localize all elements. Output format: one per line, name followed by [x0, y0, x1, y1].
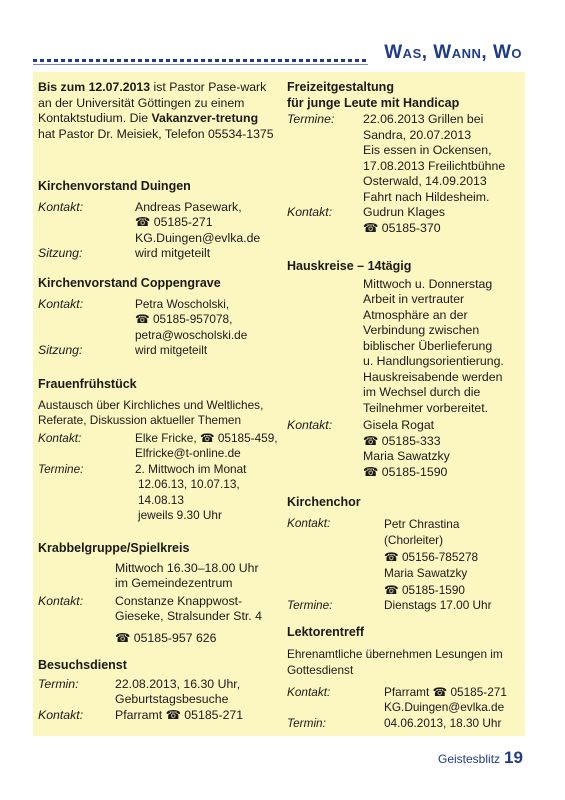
contact-line: ☎ 05185-957078,: [135, 312, 233, 326]
contact-line: Pfarramt ☎ 05185-271: [115, 707, 244, 722]
contact-line: Constanze Knappwost-: [115, 593, 243, 608]
dates-label: Termine:: [287, 112, 335, 126]
besuchsdienst-section: [38, 658, 278, 723]
footer-page-number: 19: [504, 748, 523, 767]
session-label: Sitzung:: [38, 246, 83, 260]
section-title: Kirchenchor: [287, 495, 361, 509]
contact-line: Pfarramt ☎ 05185-271: [384, 684, 507, 699]
dates-line: 17.08.2013 Freilichtbühne: [363, 158, 506, 173]
time-line: Mittwoch 16.30–18.00 Uhr: [115, 560, 259, 575]
dates-line: 12.06.13, 10.07.13,: [138, 477, 240, 491]
dates-line: 22.06.2013 Grillen bei: [363, 112, 484, 126]
desc-line: Verbindung zwischen: [363, 323, 480, 337]
dates-line: 14.08.13: [138, 492, 184, 507]
contact-line: Maria Sawatzky: [384, 566, 468, 580]
dates-row: [287, 716, 523, 732]
section-description: Austausch über Kirchliches und Weltliches, Referate, Diskussion aktueller Themen: [38, 397, 264, 427]
dates-line: Fahrt nach Hildesheim.: [363, 189, 490, 204]
contact-email: petra@woscholski.de: [135, 327, 248, 342]
intro-vakanz: Vakanzver-tretung: [151, 111, 259, 125]
dates-value: Dienstags 17.00 Uhr: [384, 598, 492, 612]
contact-label: Kontakt:: [287, 205, 333, 219]
session-value: wird mitgeteilt: [135, 246, 211, 260]
intro-text-1: ist Pastor Pase-wark an der Universität Göttingen zu einem Kontaktstudium. Die: [38, 80, 267, 125]
dates-row: [287, 598, 523, 614]
contact-phone: ☎ 05185-1590: [363, 464, 448, 479]
lektorentreff-section: [287, 625, 523, 731]
kv-coppengrave-section: [38, 276, 278, 359]
session-label: Sitzung:: [38, 343, 83, 357]
contact-label: Kontakt:: [287, 418, 333, 432]
section-title: Lektorentreff: [287, 625, 365, 639]
contact-label: Kontakt:: [287, 684, 331, 699]
dates-label: Termin:: [38, 676, 79, 691]
contact-label: Kontakt:: [38, 296, 84, 311]
section-title: Kirchenvorstand Coppengrave: [38, 276, 221, 290]
contact-row: [38, 431, 278, 462]
contact-row: [38, 297, 278, 344]
header-rule-thin: [33, 64, 368, 65]
dates-label: Termine:: [287, 598, 333, 612]
intro-date: Bis zum 12.07.2013: [38, 80, 151, 94]
desc-line: Teilnehmer vorbereitet.: [363, 400, 489, 415]
frauenfruehstueck-section: [38, 377, 278, 524]
time-line: im Gemeindezentrum: [115, 576, 233, 590]
contact-line: Maria Sawatzky: [363, 449, 450, 463]
dates-line: Sandra, 20.07.2013: [363, 127, 472, 142]
dates-line: jeweils 9.30 Uhr: [138, 508, 222, 522]
contact-line: Petr Chrastina: [384, 516, 460, 531]
contact-row: [287, 685, 523, 716]
page-section-title: Was, Wann, Wo: [384, 42, 522, 63]
section-title-line: für junge Leute mit Handicap: [287, 95, 460, 110]
kv-duingen-section: [38, 179, 278, 262]
contact-phone: ☎ 05156-785278: [384, 549, 479, 564]
contact-phone: ☎ 05185-333: [363, 433, 441, 448]
contact-email: Elfricke@t-online.de: [135, 446, 241, 460]
dates-line: Geburtstagsbesuche: [115, 692, 229, 706]
contact-line: Petra Woscholski,: [135, 296, 230, 311]
intro-paragraph: [38, 80, 276, 142]
freizeit-section: [287, 80, 523, 236]
session-row: [38, 246, 278, 262]
contact-email: KG.Duingen@evlka.de: [135, 230, 261, 245]
intro-text-2: hat Pastor Dr. Meisiek, Telefon 05534-1375: [38, 126, 274, 141]
desc-line: Mittwoch u. Donnerstag: [363, 276, 493, 291]
krabbelgruppe-section: [38, 541, 278, 646]
contact-email: KG.Duingen@evlka.de: [384, 700, 505, 714]
contact-label: Kontakt:: [38, 199, 84, 214]
contact-line: Gisela Rogat: [363, 418, 435, 432]
contact-line: (Chorleiter): [384, 533, 443, 547]
desc-line: Hauskreisabende werden: [363, 369, 503, 384]
contact-label: Kontakt:: [38, 430, 82, 445]
contact-label: Kontakt:: [38, 707, 84, 722]
section-title-line: Freizeitgestaltung: [287, 80, 394, 94]
dates-line: 2. Mittwoch im Monat: [135, 461, 247, 476]
footer-publication-name: Geistesblitz: [438, 752, 501, 766]
contact-row: [38, 708, 278, 724]
contact-row: [38, 200, 278, 247]
contact-line: Andreas Pasewark,: [135, 199, 242, 214]
kirchenchor-section: [287, 495, 523, 614]
section-title: Krabbelgruppe/Spielkreis: [38, 541, 190, 555]
dates-line: Osterwald, 14.09.2013: [363, 174, 487, 188]
hauskreise-section: [287, 259, 523, 480]
contact-phone: ☎ 05185-957 626: [115, 630, 217, 645]
contact-row: [287, 516, 523, 599]
session-row: [38, 343, 278, 359]
contact-row: [38, 594, 278, 647]
contact-line: ☎ 05185-271: [135, 215, 213, 229]
contact-phone: ☎ 05185-370: [363, 220, 441, 235]
contact-label: Kontakt:: [38, 593, 84, 608]
dates-line: 22.08.2013, 16.30 Uhr,: [115, 676, 241, 691]
desc-line: Atmosphäre an der: [363, 307, 468, 322]
desc-line: u. Handlungsorientierung.: [363, 354, 504, 368]
dates-row: [38, 677, 278, 708]
header-rule: [33, 59, 368, 62]
dates-row: [287, 112, 523, 205]
contact-label: Kontakt:: [287, 515, 331, 530]
section-title: Frauenfrühstück: [38, 377, 137, 391]
section-title: Kirchenvorstand Duingen: [38, 179, 191, 193]
contact-line: Gudrun Klages: [363, 205, 446, 219]
content-panel: [33, 72, 525, 736]
contact-phone: ☎ 05185-1590: [384, 582, 465, 597]
dates-row: [38, 462, 278, 524]
dates-line: Eis essen in Ockensen,: [363, 143, 492, 157]
dates-label: Termine:: [38, 461, 84, 476]
desc-line: im Wechsel durch die: [363, 385, 481, 399]
section-description: Ehrenamtliche übernehmen Lesungen im Gottesdienst: [287, 646, 503, 677]
contact-line: Gieseke, Stralsunder Str. 4: [115, 609, 262, 623]
dates-value: 04.06.2013, 18.30 Uhr: [384, 715, 502, 730]
contact-row: [287, 205, 523, 236]
contact-line: Elke Fricke, ☎ 05185-459,: [135, 430, 278, 445]
section-title: Hauskreise – 14tägig: [287, 259, 412, 273]
desc-line: biblischer Überlieferung: [363, 338, 493, 353]
desc-line: Arbeit in vertrauter: [363, 292, 465, 306]
section-title: Besuchsdienst: [38, 658, 127, 672]
session-value: wird mitgeteilt: [135, 343, 208, 357]
contact-row: [287, 418, 523, 480]
dates-label: Termin:: [287, 715, 326, 730]
